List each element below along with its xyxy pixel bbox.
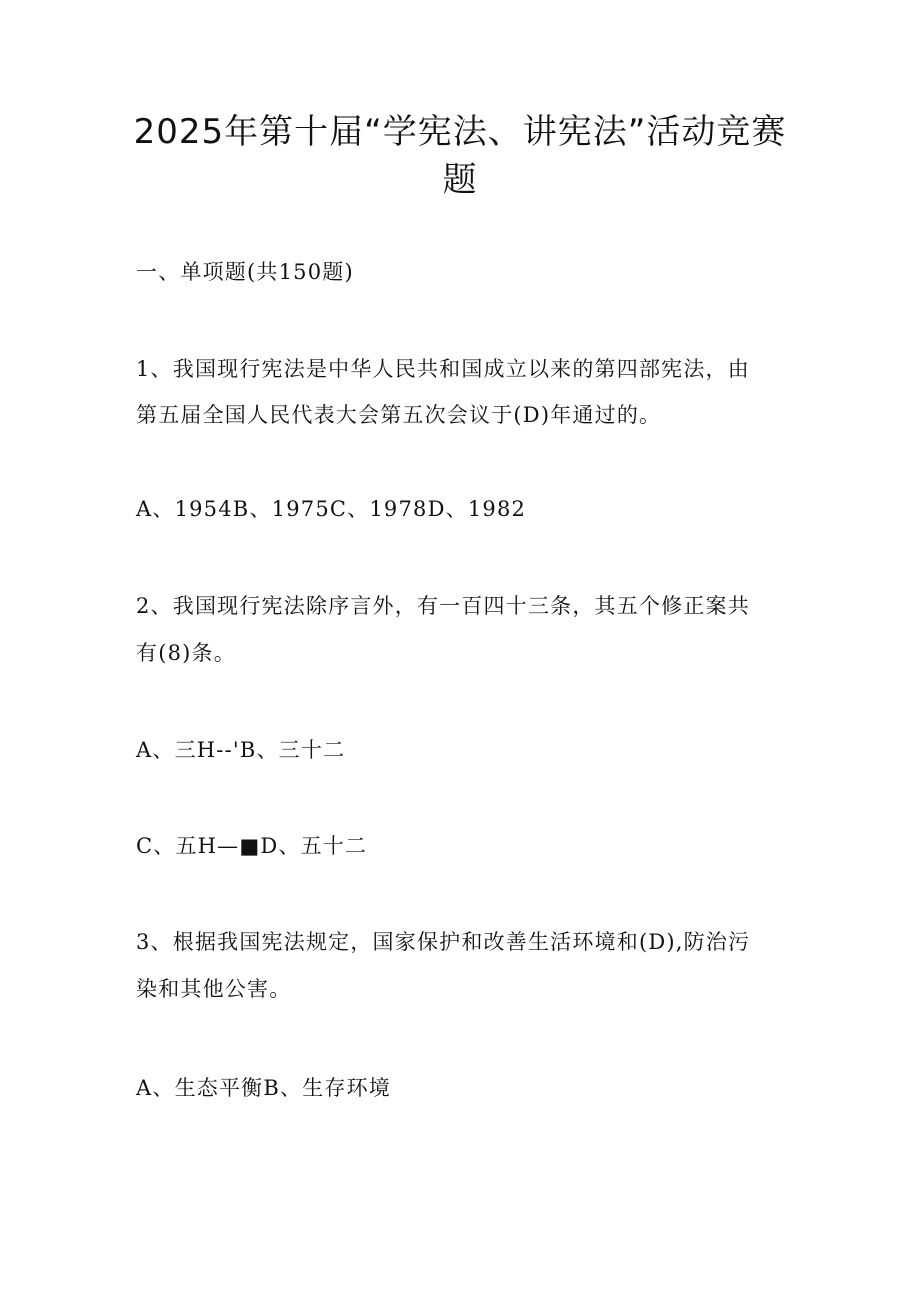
document-title-line-1: 2025年第十届“学宪法、讲宪法”活动竞赛 [133,112,787,152]
question-3-text-line-2: 染和其他公害。 [136,977,292,1001]
question-3-text-line-1: 3、根据我国宪法规定，国家保护和改善生活环境和(D),防治污 [136,930,751,954]
question-2-text-line-2: 有(8)条。 [136,641,236,665]
document-title-line-2: 题 [442,160,478,200]
question-2-options-line-2: C、五H—■D、五十二 [136,834,368,858]
question-3-options: A、生态平衡B、生存环境 [136,1076,391,1100]
question-2-text-line-1: 2、我国现行宪法除序言外，有一百四十三条，其五个修正案共 [136,594,750,618]
section-heading: 一、单项题(共150题) [136,260,354,284]
question-1-text-line-2: 第五届全国人民代表大会第五次会议于(D)年通过的。 [136,403,662,427]
question-2-options-line-1: A、三H--'B、三十二 [136,738,346,762]
question-1-options: A、1954B、1975C、1978D、1982 [136,497,527,521]
question-1-text-line-1: 1、我国现行宪法是中华人民共和国成立以来的第四部宪法，由 [136,357,750,381]
